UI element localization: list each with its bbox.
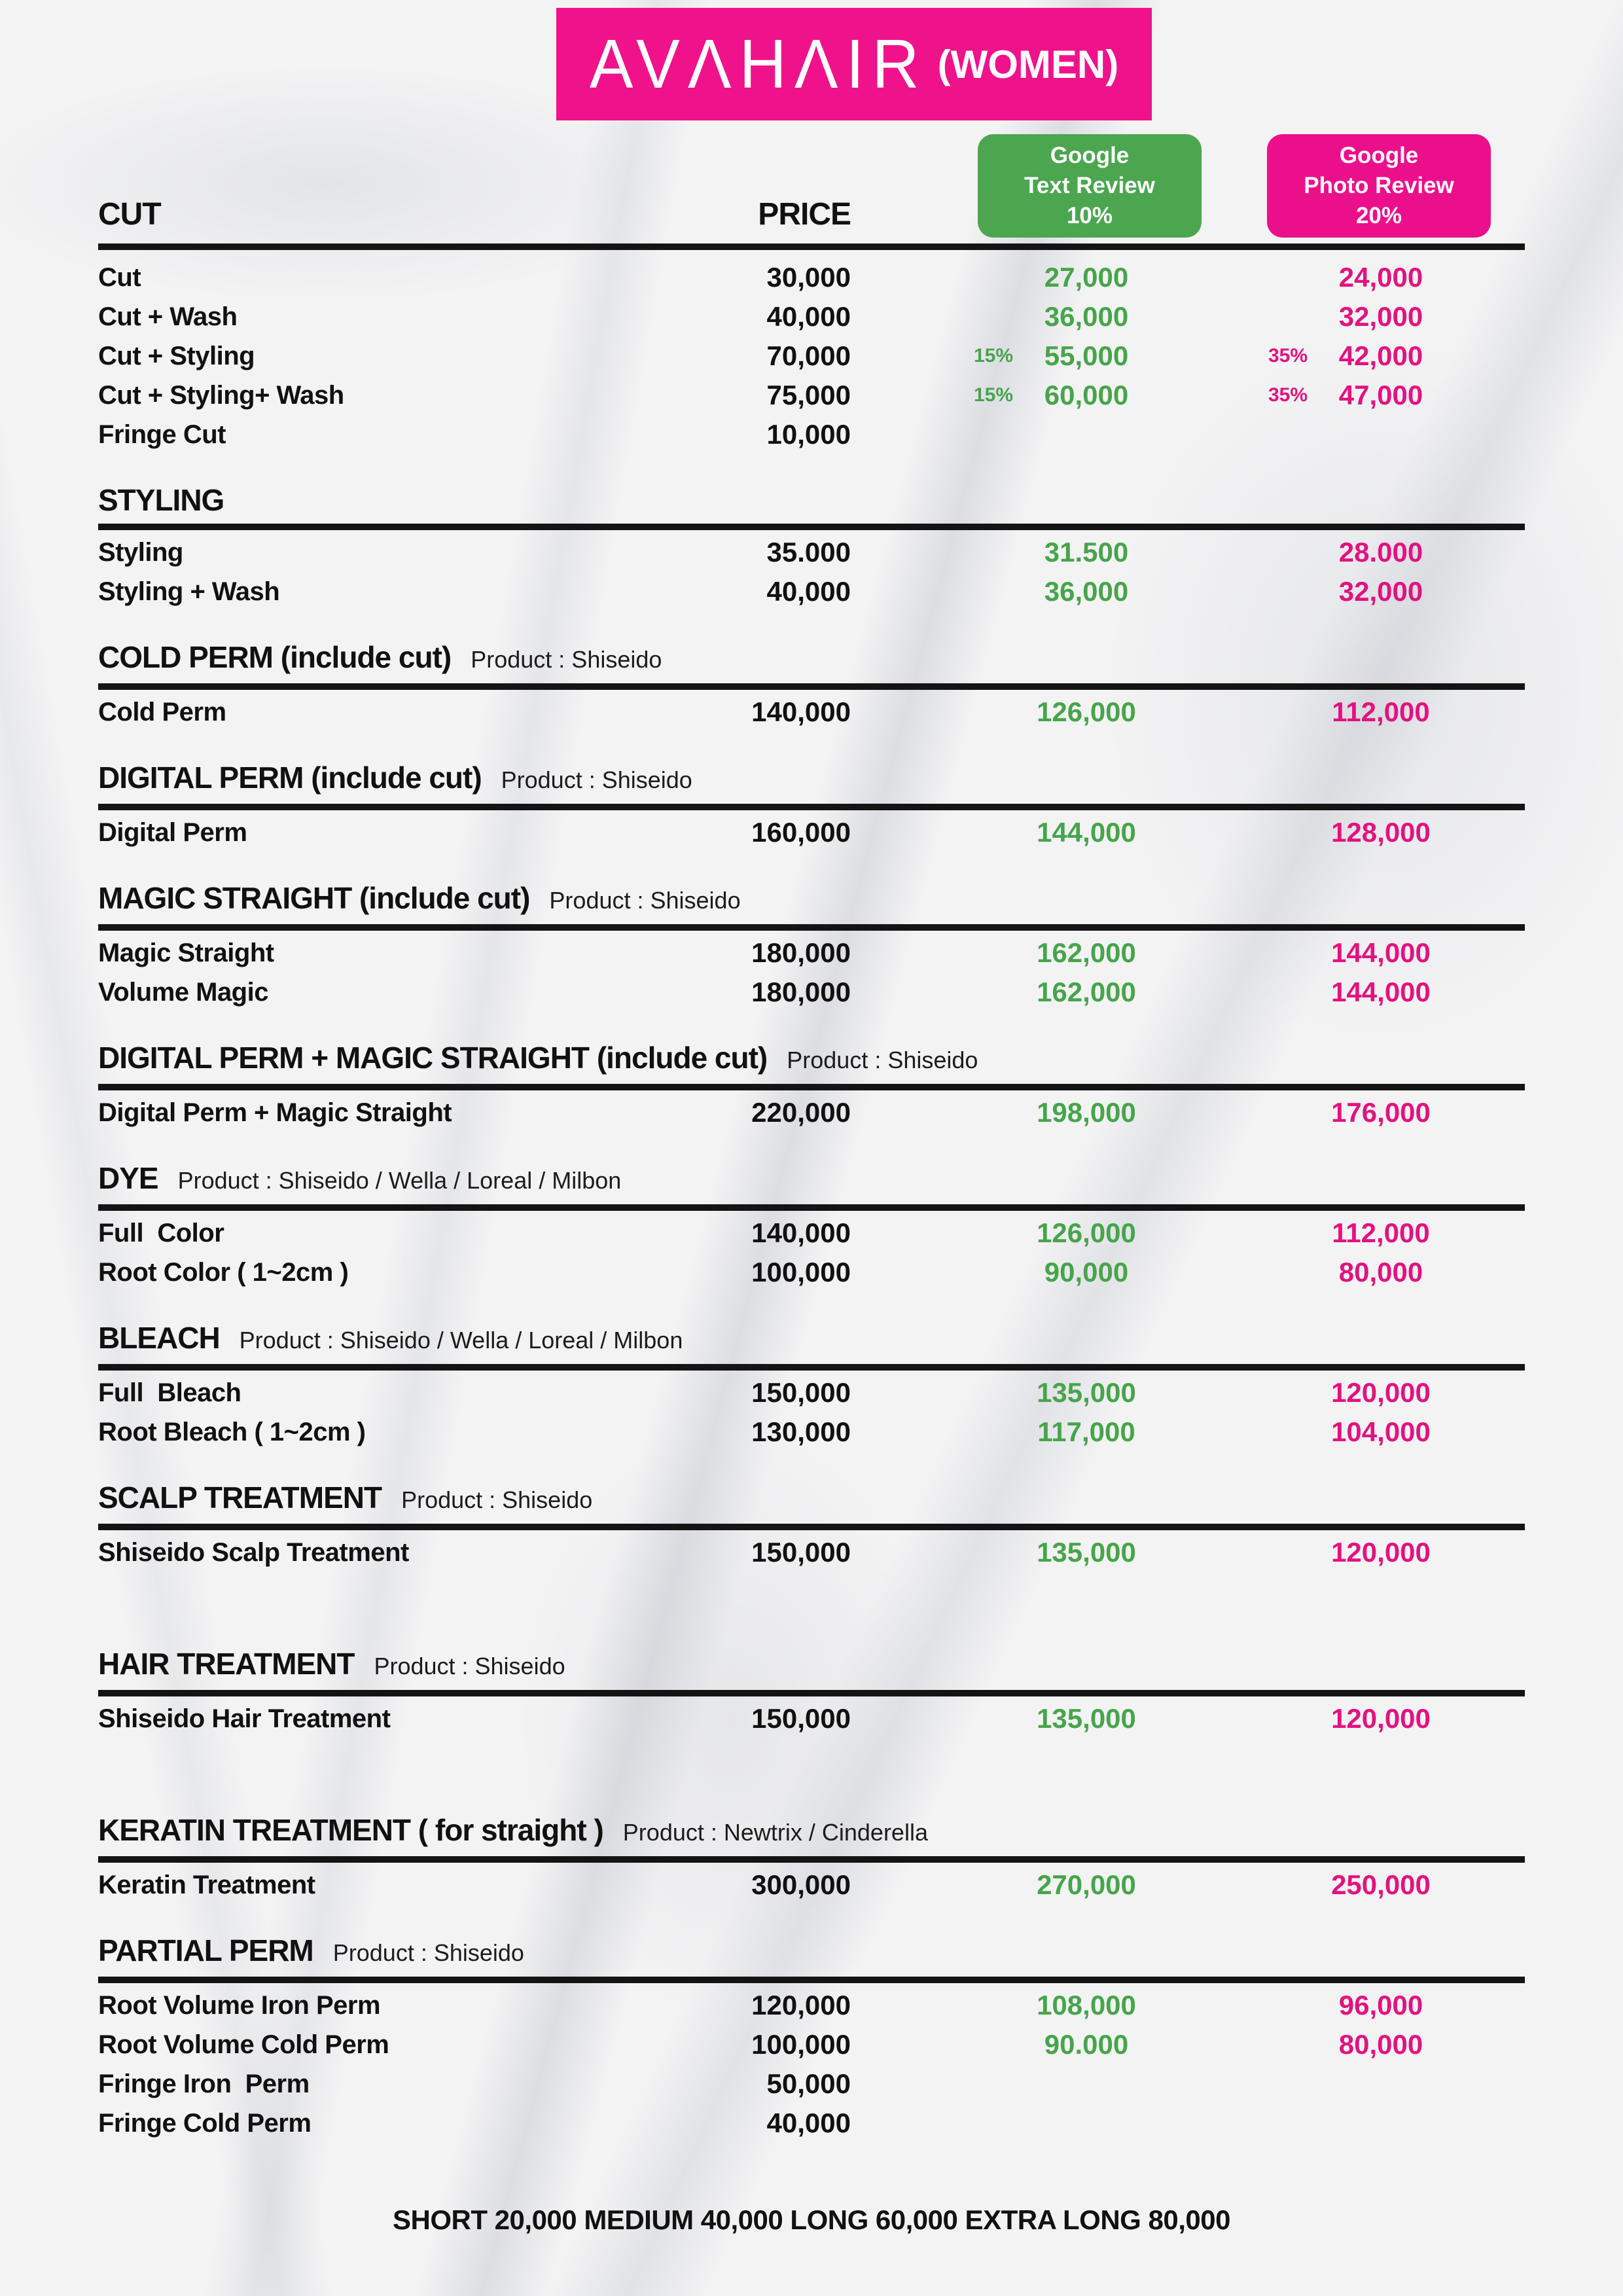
service-row — [0, 1533, 1623, 1572]
service-name: Root Volume Iron Perm — [98, 1991, 381, 2020]
price-value: 180,000 — [751, 977, 851, 1007]
product-label: Product : Shiseido — [401, 1486, 593, 1513]
section-rule — [98, 1690, 1525, 1696]
service-name: Fringe Cold Perm — [98, 2109, 312, 2138]
text-review-price: 108,000 — [1037, 1990, 1136, 2020]
service-row — [0, 533, 1623, 572]
price-value: 140,000 — [751, 1217, 851, 1248]
section-rows — [0, 692, 1623, 732]
service-row — [0, 1986, 1623, 2025]
badge-line: Google — [1050, 143, 1130, 168]
text-review-price: 90,000 — [1044, 1257, 1129, 1287]
section-keratin-treatment-for-straight — [0, 1814, 1623, 1905]
text-review-price: 36,000 — [1044, 576, 1129, 607]
section-title: HAIR TREATMENT — [98, 1647, 355, 1681]
price-value: 150,000 — [751, 1703, 851, 1734]
badge-line: Google — [1339, 143, 1419, 168]
section-rule — [98, 804, 1525, 810]
section-header — [98, 1042, 1525, 1076]
service-name: Cut — [98, 263, 141, 292]
section-header — [98, 1935, 1525, 1969]
brand-logo-tag: (WOMEN) — [937, 42, 1119, 86]
price-value: 160,000 — [751, 817, 851, 848]
section-header — [98, 1482, 1525, 1516]
service-row — [0, 2104, 1623, 2143]
section-rule — [98, 1524, 1525, 1530]
photo-review-price: 24,000 — [1338, 262, 1423, 293]
photo-review-price: 112,000 — [1332, 1217, 1430, 1248]
section-title: PARTIAL PERM — [98, 1933, 313, 1967]
photo-review-price: 112,000 — [1332, 696, 1430, 727]
service-name: Cold Perm — [98, 698, 226, 726]
text-review-price: 15% 55,000 — [923, 336, 1250, 376]
text-review-price: 126,000 — [1037, 696, 1136, 727]
section-rule — [98, 1204, 1525, 1211]
google-photo-review-badge — [1267, 134, 1491, 238]
price-column-header: PRICE — [758, 197, 851, 232]
photo-review-price: 32,000 — [1338, 576, 1423, 607]
section-header — [98, 1648, 1525, 1682]
section-styling — [0, 484, 1623, 611]
section-rows — [0, 1865, 1623, 1905]
photo-review-price: 128,000 — [1331, 817, 1431, 848]
photo-review-price: 120,000 — [1331, 1377, 1431, 1408]
section-rule — [98, 683, 1525, 690]
section-title: BLEACH — [98, 1321, 220, 1355]
service-name: Shiseido Scalp Treatment — [98, 1538, 409, 1567]
service-name: Styling — [98, 538, 183, 567]
text-review-price: 15% 60,000 — [923, 376, 1250, 415]
text-review-price: 31.500 — [1044, 537, 1129, 567]
section-header — [98, 882, 1525, 916]
section-rule — [98, 924, 1525, 931]
service-name: Digital Perm + Magic Straight — [98, 1098, 452, 1127]
price-value: 30,000 — [766, 262, 851, 293]
product-label: Product : Shiseido — [787, 1047, 978, 1073]
section-title: KERATIN TREATMENT ( for straight ) — [98, 1813, 603, 1847]
text-review-price: 117,000 — [1037, 1416, 1135, 1447]
section-scalp-treatment — [0, 1482, 1623, 1572]
text-review-price: 198,000 — [1037, 1097, 1136, 1128]
text-review-price: 126,000 — [1037, 1217, 1136, 1248]
section-rule — [98, 524, 1525, 530]
photo-review-discount-percent: 35% — [1268, 384, 1308, 406]
section-rule — [98, 1977, 1525, 1983]
section-rows — [0, 533, 1623, 611]
badge-line: 10% — [1066, 203, 1113, 228]
photo-review-price: 80,000 — [1338, 1257, 1423, 1287]
section-rows — [0, 1093, 1623, 1132]
section-rows — [0, 1213, 1623, 1292]
price-value: 40,000 — [766, 301, 851, 332]
price-value: 70,000 — [766, 340, 851, 371]
service-row — [0, 1093, 1623, 1132]
price-value: 10,000 — [766, 419, 851, 450]
section-title: DYE — [98, 1161, 158, 1195]
section-digital-perm-include-cut — [0, 762, 1623, 852]
service-name: Full Color — [98, 1219, 224, 1247]
service-name: Shiseido Hair Treatment — [98, 1704, 391, 1733]
service-name: Fringe Iron Perm — [98, 2070, 310, 2098]
service-name: Keratin Treatment — [98, 1871, 315, 1899]
service-name: Magic Straight — [98, 939, 274, 967]
section-hair-treatment — [0, 1648, 1623, 1738]
photo-review-price: 104,000 — [1331, 1416, 1431, 1447]
photo-review-price: 120,000 — [1331, 1703, 1431, 1734]
photo-review-price: 176,000 — [1331, 1097, 1431, 1128]
price-value: 220,000 — [751, 1097, 851, 1128]
service-name: Fringe Cut — [98, 420, 226, 449]
section-header — [98, 641, 1525, 675]
section-cut — [0, 258, 1623, 454]
product-label: Product : Shiseido — [374, 1653, 565, 1679]
service-name: Cut + Wash — [98, 302, 238, 331]
text-review-discount-percent: 15% — [973, 345, 1013, 367]
section-title-cut: CUT — [98, 197, 161, 232]
price-value: 150,000 — [751, 1537, 851, 1568]
product-label: Product : Newtrix / Cinderella — [622, 1819, 928, 1846]
price-value: 120,000 — [751, 1990, 851, 2020]
text-review-price: 36,000 — [1044, 301, 1129, 332]
service-row — [0, 415, 1623, 454]
section-digital-perm-magic-straight-include-cut — [0, 1042, 1623, 1132]
product-label: Product : Shiseido — [471, 646, 662, 673]
header-rule — [98, 243, 1525, 250]
photo-review-discount-percent: 35% — [1268, 345, 1308, 367]
text-review-price: 27,000 — [1044, 262, 1129, 293]
product-label: Product : Shiseido — [549, 887, 741, 914]
section-cold-perm-include-cut — [0, 641, 1623, 732]
service-name: Digital Perm — [98, 818, 247, 847]
text-review-price: 270,000 — [1037, 1869, 1136, 1900]
section-rows — [0, 1986, 1623, 2143]
service-row — [0, 2064, 1623, 2104]
photo-review-price: 35% 42,000 — [1224, 336, 1538, 376]
photo-review-price: 32,000 — [1338, 301, 1423, 332]
service-row — [0, 692, 1623, 732]
photo-review-price: 144,000 — [1331, 977, 1431, 1007]
table-header — [0, 0, 1623, 250]
section-rows — [0, 1373, 1623, 1452]
product-label: Product : Shiseido — [332, 1939, 524, 1966]
price-value: 100,000 — [751, 1257, 851, 1287]
price-value: 40,000 — [766, 2108, 851, 2138]
section-rule — [98, 1364, 1525, 1371]
service-name: Styling + Wash — [98, 577, 280, 606]
service-name: Root Color ( 1~2cm ) — [98, 1258, 349, 1287]
text-review-price: 144,000 — [1037, 817, 1136, 848]
section-title: DIGITAL PERM + MAGIC STRAIGHT (include cut) — [98, 1041, 768, 1075]
section-bleach — [0, 1322, 1623, 1452]
brand-logo: AVΛHΛIR — [589, 25, 927, 103]
service-name: Root Bleach ( 1~2cm ) — [98, 1418, 366, 1446]
service-row — [0, 2025, 1623, 2064]
section-title: MAGIC STRAIGHT (include cut) — [98, 881, 530, 915]
section-header — [98, 484, 1525, 516]
product-label: Product : Shiseido / Wella / Loreal / Milbon — [239, 1327, 683, 1354]
price-value: 35.000 — [766, 537, 851, 567]
service-name: Volume Magic — [98, 978, 268, 1007]
service-row — [0, 1699, 1623, 1738]
service-row — [0, 1412, 1623, 1452]
photo-review-price: 28.000 — [1338, 537, 1423, 567]
product-label: Product : Shiseido — [501, 766, 692, 793]
section-partial-perm — [0, 1935, 1623, 2143]
photo-review-price: 144,000 — [1331, 937, 1431, 968]
section-header — [98, 1162, 1525, 1196]
price-value: 180,000 — [751, 937, 851, 968]
service-row — [0, 376, 1623, 415]
service-row — [0, 1373, 1623, 1412]
service-row — [0, 336, 1623, 376]
section-title: COLD PERM (include cut) — [98, 640, 452, 674]
photo-review-price: 35% 47,000 — [1224, 376, 1538, 415]
service-name: Cut + Styling — [98, 342, 255, 370]
section-header — [98, 1322, 1525, 1356]
section-magic-straight-include-cut — [0, 882, 1623, 1012]
price-value: 150,000 — [751, 1377, 851, 1408]
badge-line: 20% — [1355, 203, 1402, 228]
service-row — [0, 813, 1623, 852]
section-header — [98, 1814, 1525, 1848]
text-review-price: 135,000 — [1037, 1703, 1136, 1734]
section-rows — [0, 933, 1623, 1012]
price-value: 300,000 — [751, 1869, 851, 1900]
service-row — [0, 572, 1623, 611]
price-value: 75,000 — [766, 380, 851, 410]
section-rows — [0, 258, 1623, 454]
service-name: Cut + Styling+ Wash — [98, 381, 344, 410]
section-rule — [98, 1856, 1525, 1863]
section-header — [98, 762, 1525, 796]
price-value: 140,000 — [751, 696, 851, 727]
service-row — [0, 1865, 1623, 1905]
footer-note: SHORT 20,000 MEDIUM 40,000 LONG 60,000 EXTRA LONG 80,000 — [393, 2204, 1230, 2235]
photo-review-price: 96,000 — [1338, 1990, 1423, 2020]
price-value: 100,000 — [751, 2029, 851, 2060]
service-name: Full Bleach — [98, 1378, 241, 1407]
photo-review-price: 80,000 — [1338, 2029, 1423, 2060]
section-rows — [0, 1533, 1623, 1572]
section-rows — [0, 813, 1623, 852]
text-review-price: 135,000 — [1037, 1537, 1136, 1568]
section-rows — [0, 1699, 1623, 1738]
section-title: STYLING — [98, 483, 224, 517]
service-row — [0, 1213, 1623, 1253]
text-review-price: 162,000 — [1037, 977, 1136, 1007]
sections — [0, 258, 1623, 2143]
section-title: SCALP TREATMENT — [98, 1480, 382, 1515]
text-review-discount-percent: 15% — [973, 384, 1013, 406]
product-label: Product : Shiseido / Wella / Loreal / Milbon — [177, 1167, 622, 1194]
price-value: 40,000 — [766, 576, 851, 607]
google-text-review-badge — [978, 134, 1202, 238]
service-name: Root Volume Cold Perm — [98, 2030, 389, 2059]
section-dye — [0, 1162, 1623, 1292]
service-row — [0, 1253, 1623, 1292]
text-review-price: 90.000 — [1044, 2029, 1129, 2060]
section-rule — [98, 1084, 1525, 1090]
service-row — [0, 297, 1623, 336]
badge-line: Photo Review — [1304, 173, 1454, 198]
service-row — [0, 973, 1623, 1012]
badge-line: Text Review — [1024, 173, 1155, 198]
price-value: 50,000 — [766, 2068, 851, 2099]
service-row — [0, 258, 1623, 297]
text-review-price: 135,000 — [1037, 1377, 1136, 1408]
text-review-price: 162,000 — [1037, 937, 1136, 968]
service-row — [0, 933, 1623, 973]
photo-review-price: 250,000 — [1331, 1869, 1431, 1900]
section-title: DIGITAL PERM (include cut) — [98, 761, 482, 795]
photo-review-price: 120,000 — [1331, 1537, 1431, 1568]
price-value: 130,000 — [751, 1416, 851, 1447]
